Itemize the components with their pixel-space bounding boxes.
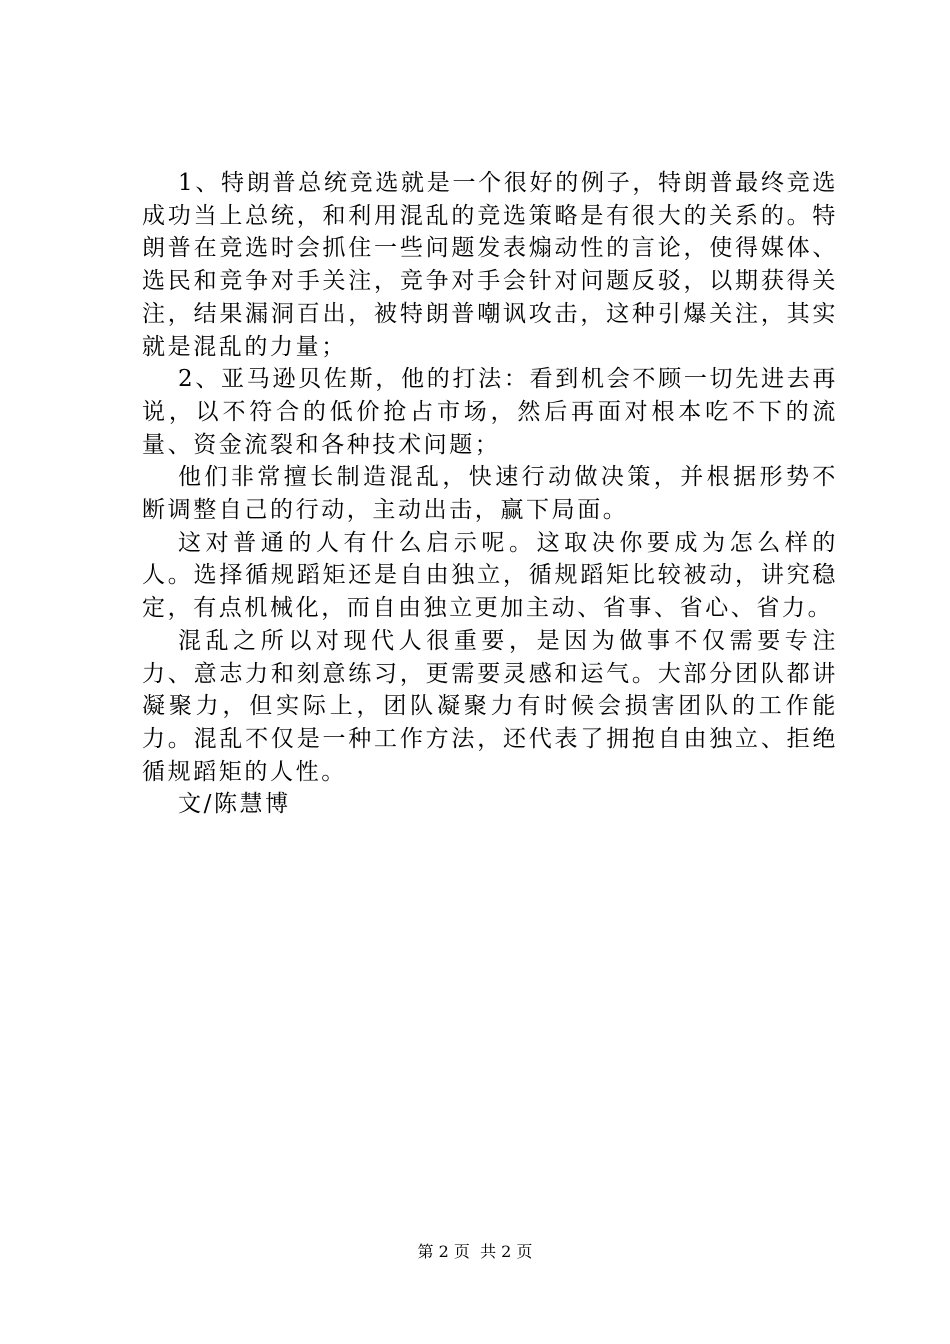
author-line: 文/陈慧博 bbox=[178, 791, 291, 818]
page-number-label: 第 2 页 共 2 页 bbox=[417, 1242, 533, 1261]
paragraph-chaos-importance: 混乱之所以对现代人很重要，是因为做事不仅需要专注力、意志力和刻意练习，更需要灵感和运气。大部分团队都讲凝聚力，但实际上，团队凝聚力有时候会损害团队的工作能力。混乱不仅是一种工作方法，还代表了拥抱自由独立、拒绝循规蹈矩的人性。 bbox=[142, 627, 838, 785]
paragraph-chaos-strategy: 他们非常擅长制造混乱，快速行动做决策，并根据形势不断调整自己的行动，主动出击，赢下局面。 bbox=[142, 464, 838, 524]
document-body bbox=[142, 167, 838, 821]
paragraph-bezos-example: 2、亚马逊贝佐斯，他的打法：看到机会不顾一切先进去再说，以不符合的低价抢占市场，然后再面对根本吃不下的流量、资金流裂和各种技术问题； bbox=[142, 366, 838, 458]
paragraph-ordinary-people: 这对普通的人有什么启示呢。这取决你要成为怎么样的人。选择循规蹈矩还是自由独立，循规蹈矩比较被动，讲究稳定，有点机械化，而自由独立更加主动、省事、省心、省力。 bbox=[142, 529, 838, 622]
paragraph-trump-example: 1、特朗普总统竞选就是一个很好的例子，特朗普最终竞选成功当上总统，和利用混乱的竞选策略是有很大的关系的。特朗普在竞选时会抓住一些问题发表煽动性的言论，使得媒体、选民和竞争对手关注，竞争对手会针对问题反驳，以期获得关注，结果漏洞百出，被特朗普嘲讽攻击，这种引爆关注，其实就是混乱的力量； bbox=[142, 170, 838, 360]
page-footer bbox=[0, 1241, 950, 1263]
